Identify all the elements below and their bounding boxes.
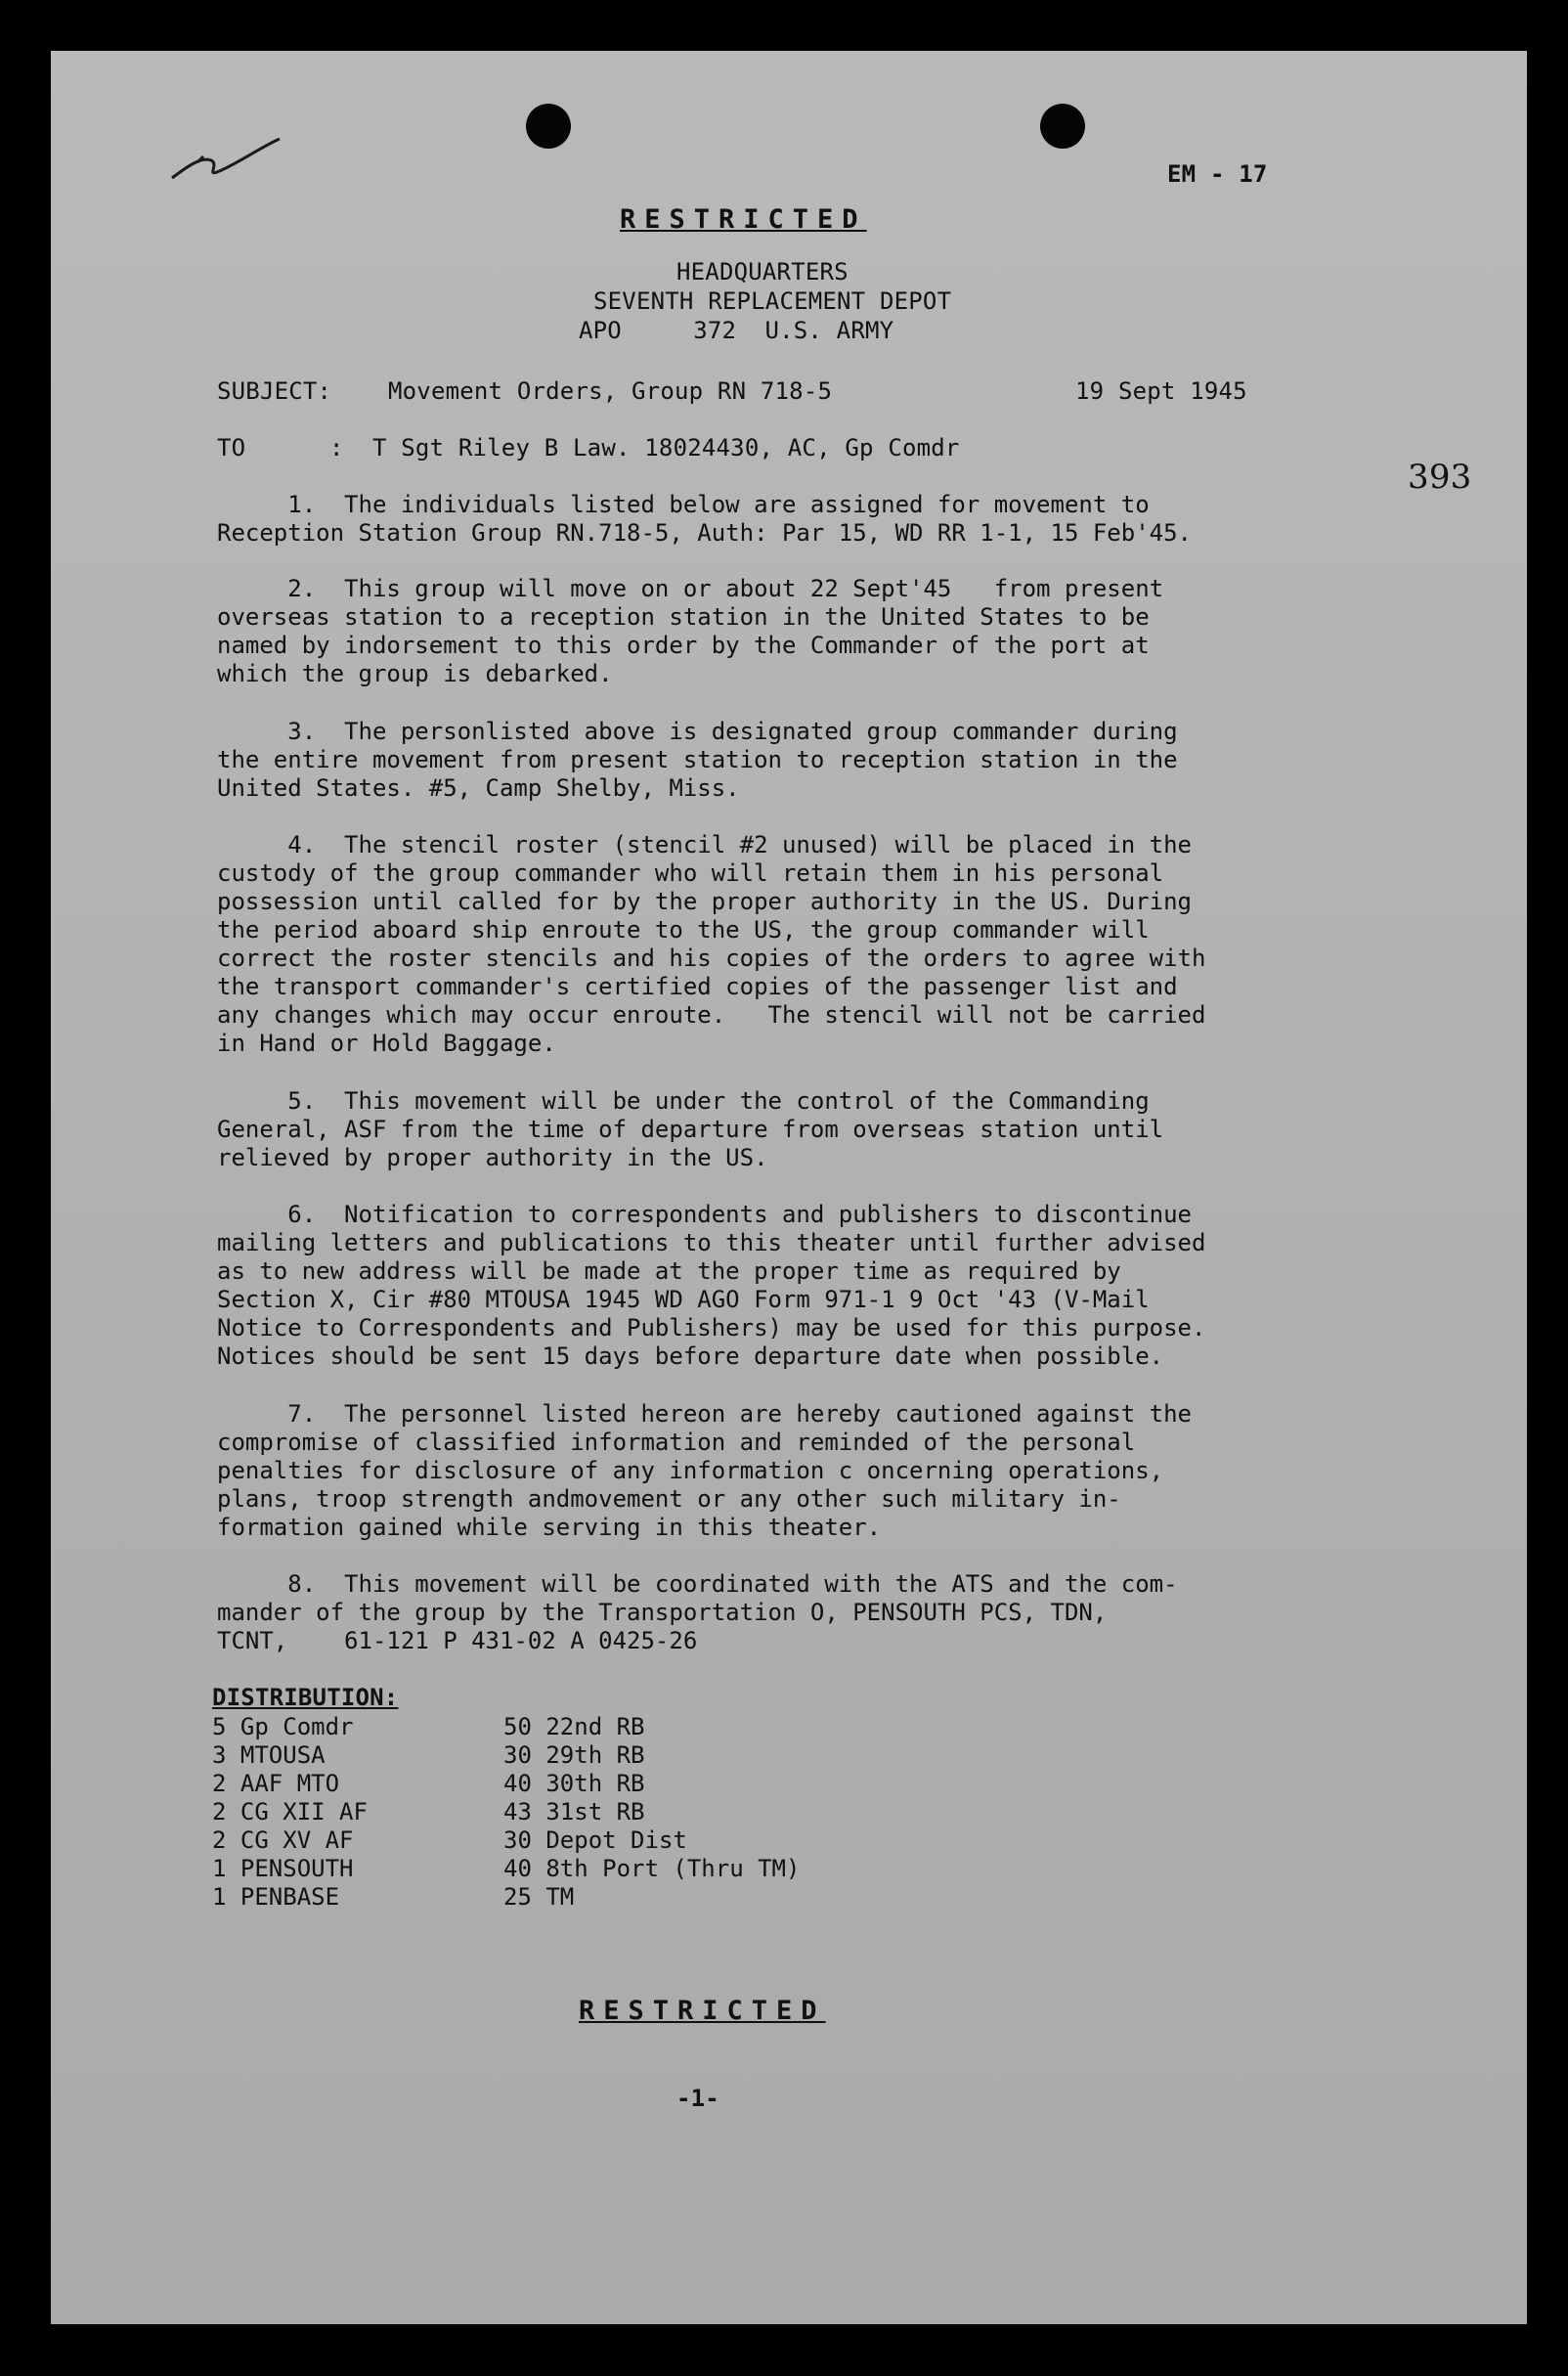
punch-hole-left <box>526 104 571 149</box>
paragraph-line: relieved by proper authority in the US. <box>217 1144 768 1171</box>
paragraph-line: General, ASF from the time of departure from overseas station until <box>217 1116 1164 1143</box>
distribution-item: 40 8th Port (Thru TM) <box>503 1855 801 1882</box>
paragraph-line: TCNT, 61-121 P 431-02 A 0425-26 <box>217 1627 698 1654</box>
doc-code: EM - 17 <box>1167 160 1268 188</box>
restricted-footer: RESTRICTED <box>579 1996 826 2026</box>
distribution-item: 30 29th RB <box>503 1741 645 1769</box>
paragraph-line: Reception Station Group RN.718-5, Auth: Par 15, WD RR 1-1, 15 Feb'45. <box>217 519 1192 547</box>
paragraph-line: which the group is debarked. <box>217 660 613 687</box>
distribution-label: DISTRIBUTION: <box>212 1684 399 1711</box>
paragraph-line: Notices should be sent 15 days before departure date when possible. <box>217 1342 1164 1370</box>
paragraph-line: any changes which may occur enroute. The stencil will not be carried <box>217 1001 1206 1029</box>
distribution-item: 5 Gp Comdr <box>212 1713 354 1740</box>
paragraph-line: the entire movement from present station to reception station in the <box>217 746 1178 773</box>
subject-text: Movement Orders, Group RN 718-5 <box>388 377 833 405</box>
org-line-2: SEVENTH REPLACEMENT DEPOT <box>593 287 952 315</box>
margin-page-number: 393 <box>1408 458 1472 497</box>
distribution-item: 43 31st RB <box>503 1798 645 1826</box>
paragraph-line: 5. This movement will be under the control of the Commanding <box>217 1087 1150 1115</box>
punch-hole-right <box>1040 104 1085 149</box>
paragraph-line: 6. Notification to correspondents and publishers to discontinue <box>217 1201 1192 1228</box>
paragraph-line: overseas station to a reception station in the United States to be <box>217 603 1150 631</box>
document-page <box>51 51 1527 2324</box>
paragraph-line: 1. The individuals listed below are assigned for movement to <box>217 491 1150 518</box>
distribution-item: 25 TM <box>503 1883 575 1911</box>
paragraph-line: formation gained while serving in this theater. <box>217 1514 882 1541</box>
paragraph-line: plans, troop strength andmovement or any other such military in- <box>217 1485 1121 1513</box>
paragraph-line: 4. The stencil roster (stencil #2 unused) will be placed in the <box>217 831 1192 858</box>
paragraph-line: compromise of classified information and reminded of the personal <box>217 1429 1136 1456</box>
distribution-item: 3 MTOUSA <box>212 1741 326 1769</box>
paragraph-line: 7. The personnel listed hereon are hereby cautioned against the <box>217 1400 1192 1428</box>
paragraph-line: penalties for disclosure of any information c oncerning operations, <box>217 1457 1164 1484</box>
paragraph-line: custody of the group commander who will retain them in his personal <box>217 859 1164 887</box>
distribution-item: 2 AAF MTO <box>212 1770 340 1797</box>
paragraph-line: 2. This group will move on or about 22 Sept'45 from present <box>217 575 1164 602</box>
distribution-item: 2 CG XII AF <box>212 1798 368 1826</box>
distribution-item: 30 Depot Dist <box>503 1826 687 1854</box>
distribution-item: 1 PENSOUTH <box>212 1855 354 1882</box>
to-recipient: : T Sgt Riley B Law. 18024430, AC, Gp Comdr <box>329 434 960 462</box>
paragraph-line: correct the roster stencils and his copies of the orders to agree with <box>217 945 1206 972</box>
subject-label: SUBJECT: <box>217 377 332 405</box>
page-number: -1- <box>676 2085 719 2112</box>
paragraph-line: the period aboard ship enroute to the US, the group commander will <box>217 916 1150 944</box>
distribution-item: 50 22nd RB <box>503 1713 645 1740</box>
pen-mark <box>168 127 285 196</box>
paragraph-line: Section X, Cir #80 MTOUSA 1945 WD AGO Form 971-1 9 Oct '43 (V-Mail <box>217 1286 1150 1313</box>
paragraph-line: named by indorsement to this order by the Commander of the port at <box>217 632 1150 659</box>
restricted-header: RESTRICTED <box>620 204 867 235</box>
org-line-1: HEADQUARTERS <box>676 258 849 286</box>
paragraph-line: United States. #5, Camp Shelby, Miss. <box>217 774 740 802</box>
paragraph-line: mander of the group by the Transportation O, PENSOUTH PCS, TDN, <box>217 1599 1108 1626</box>
document-date: 19 Sept 1945 <box>1075 377 1247 405</box>
org-line-3: APO 372 U.S. ARMY <box>579 317 894 344</box>
distribution-item: 1 PENBASE <box>212 1883 340 1911</box>
paragraph-line: in Hand or Hold Baggage. <box>217 1030 556 1057</box>
distribution-item: 2 CG XV AF <box>212 1826 354 1854</box>
paragraph-line: mailing letters and publications to this theater until further advised <box>217 1229 1206 1256</box>
paragraph-line: Notice to Correspondents and Publishers) may be used for this purpose. <box>217 1314 1206 1342</box>
paragraph-line: possession until called for by the proper authority in the US. During <box>217 888 1192 915</box>
paragraph-line: 3. The personlisted above is designated group commander during <box>217 718 1178 745</box>
paragraph-line: the transport commander's certified copies of the passenger list and <box>217 973 1178 1000</box>
distribution-item: 40 30th RB <box>503 1770 645 1797</box>
paragraph-line: 8. This movement will be coordinated with the ATS and the com- <box>217 1570 1178 1598</box>
to-label: TO <box>217 434 246 462</box>
paragraph-line: as to new address will be made at the proper time as required by <box>217 1257 1121 1285</box>
